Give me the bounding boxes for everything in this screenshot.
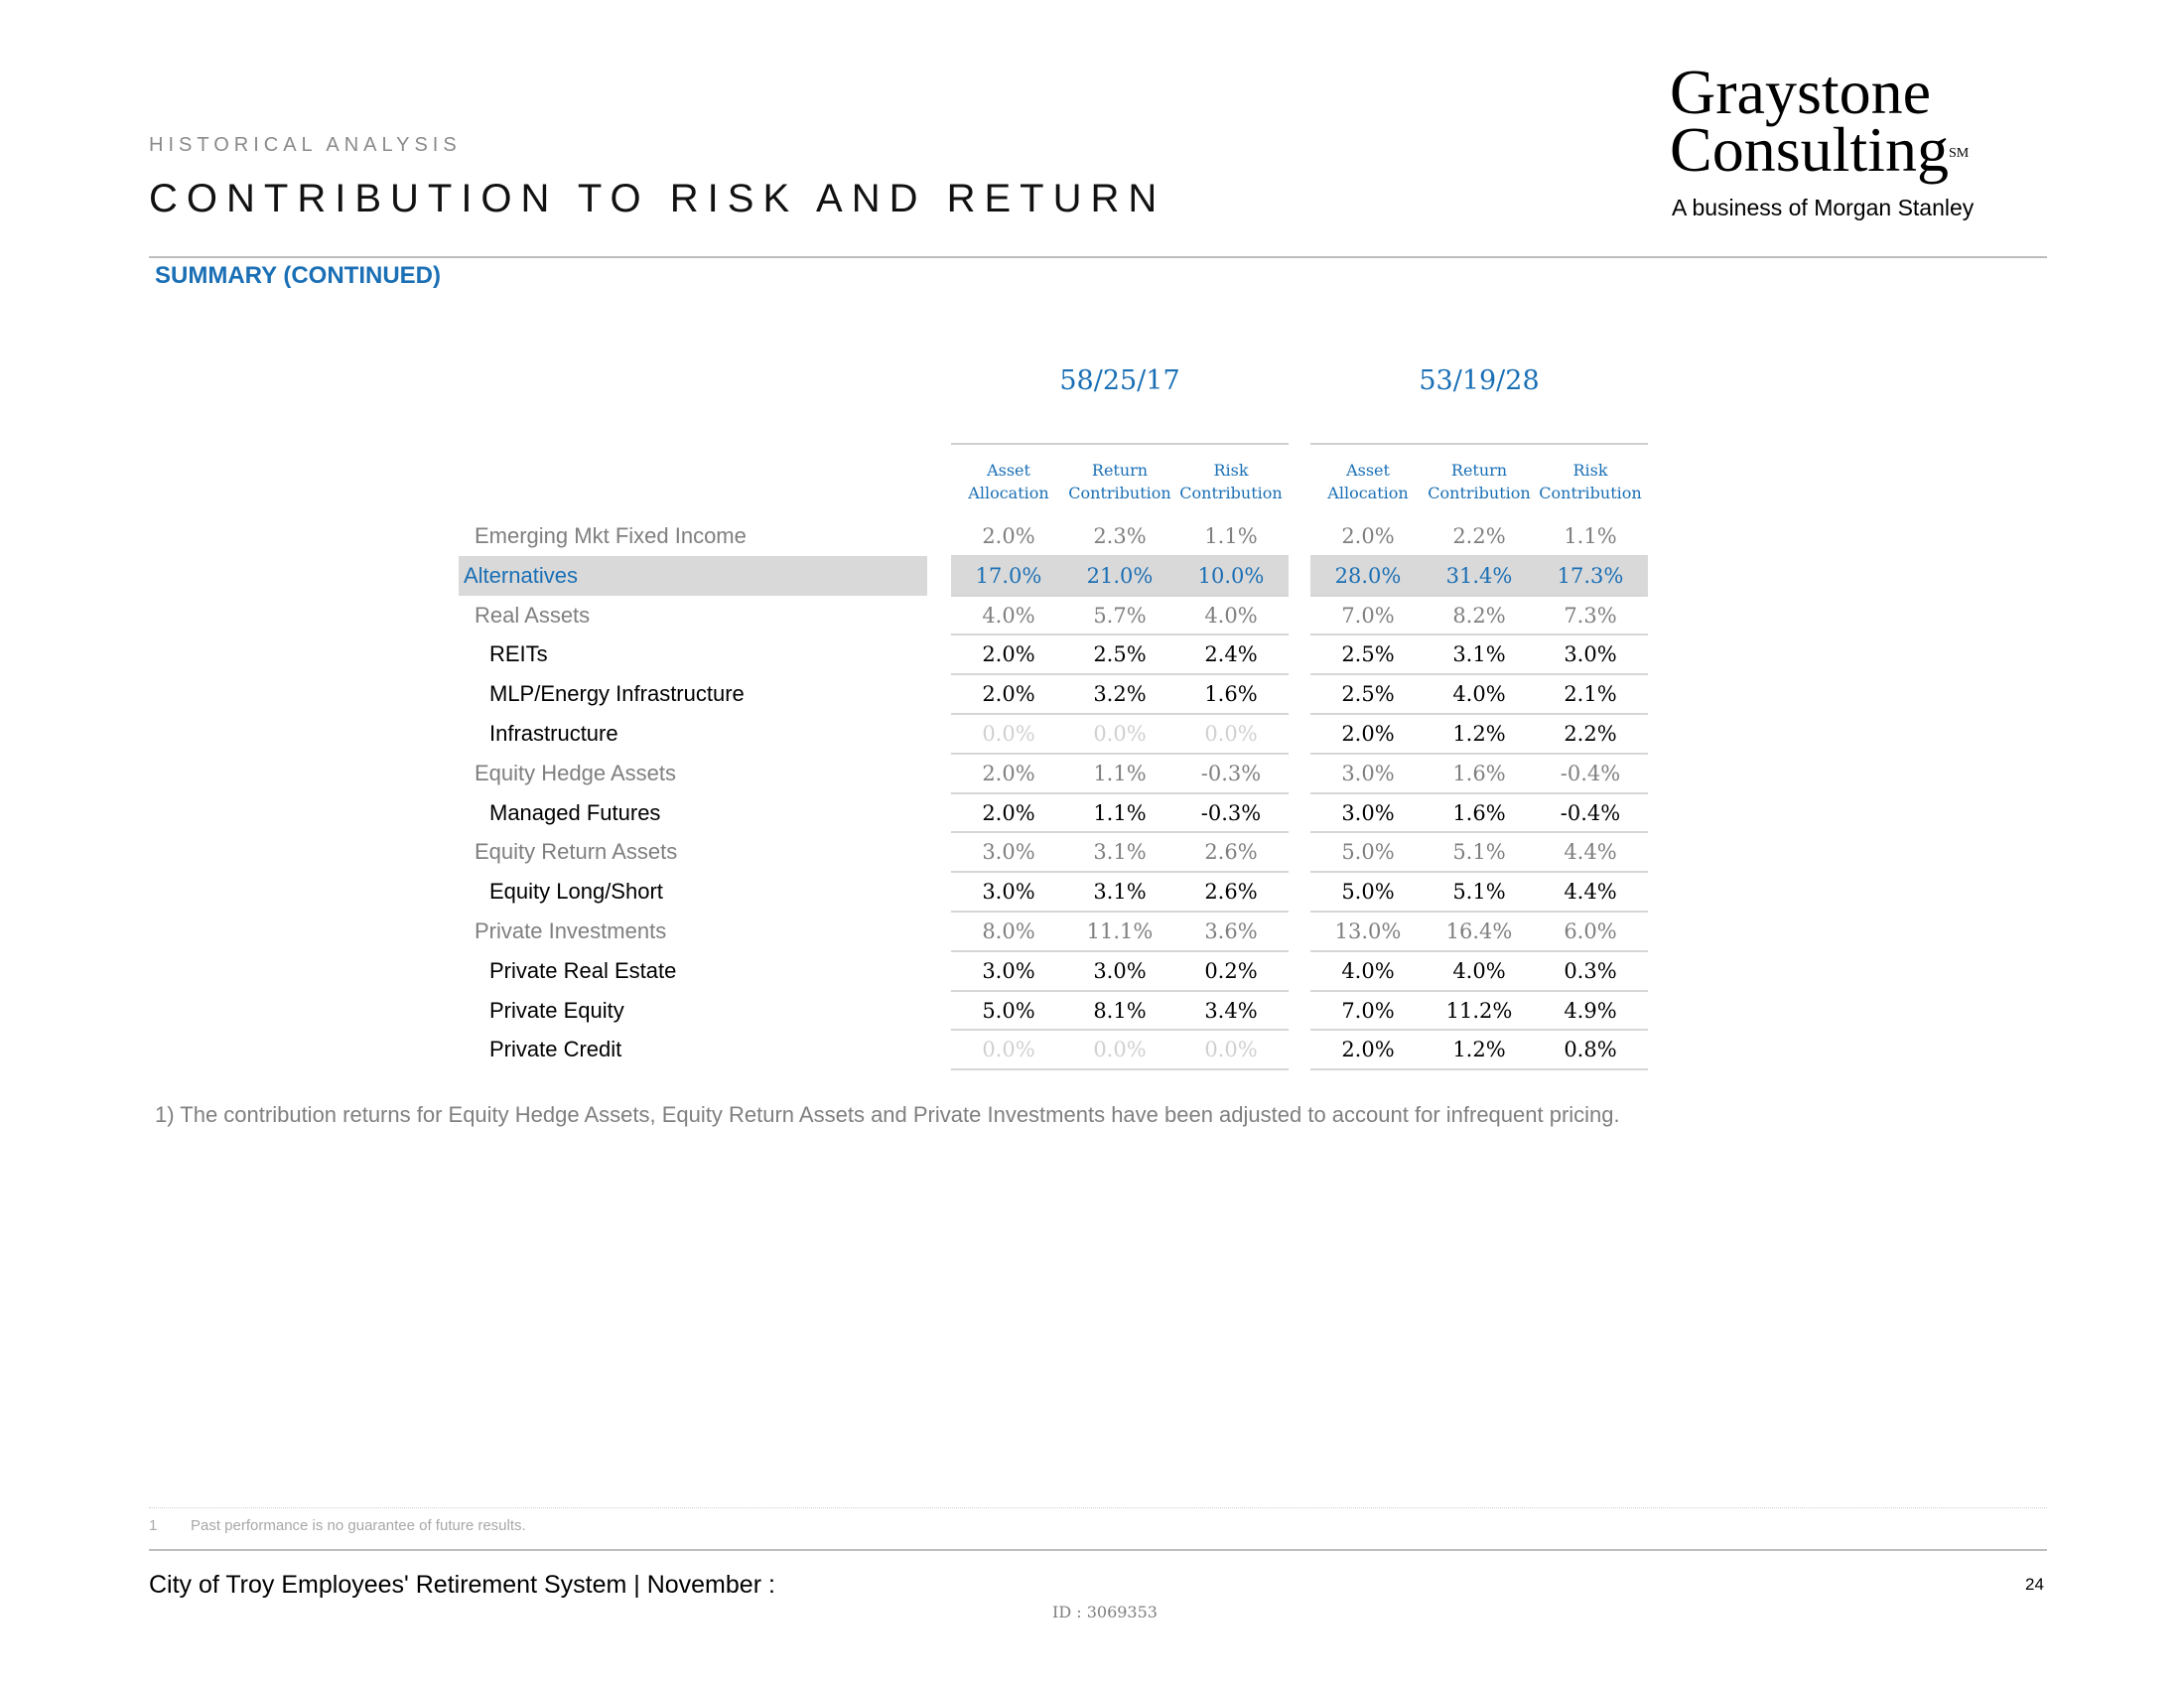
table-cell: 2.0%	[1341, 1038, 1395, 1062]
row-label: Emerging Mkt Fixed Income	[475, 523, 747, 548]
column-header: Asset Allocation	[1327, 461, 1409, 502]
table-cell: -0.3%	[1200, 800, 1262, 825]
disclaimer	[149, 1517, 526, 1534]
table-cell: 2.5%	[1093, 642, 1147, 667]
table-cell: 0.8%	[1564, 1038, 1617, 1062]
table-cell: 2.0%	[982, 524, 1035, 548]
row-label: Private Credit	[489, 1037, 622, 1062]
column-header: Risk Contribution	[1539, 461, 1642, 502]
table-cell: 0.0%	[982, 722, 1035, 746]
table-cell: 8.2%	[1452, 603, 1506, 628]
table-cell: 4.4%	[1564, 880, 1617, 905]
table-cell: 28.0%	[1334, 563, 1402, 588]
disclaimer-number: 1	[149, 1517, 158, 1534]
table-cell: 10.0%	[1197, 563, 1265, 588]
document-id: ID : 3069353	[1052, 1603, 1158, 1621]
logo-line-2-text: Consulting	[1670, 114, 1949, 185]
table-cell: 21.0%	[1086, 563, 1154, 588]
table-cell: 7.3%	[1564, 603, 1617, 628]
row-label: Private Real Estate	[489, 957, 677, 983]
column-header: Risk Contribution	[1179, 461, 1283, 502]
group-top-rule-1	[951, 443, 1289, 445]
table-cell: 1.2%	[1452, 1038, 1506, 1062]
table-cell: 3.1%	[1452, 642, 1506, 667]
table-cell: 1.1%	[1093, 800, 1147, 825]
table-cell: 2.5%	[1341, 642, 1395, 667]
row-divider	[1310, 1068, 1648, 1070]
row-label: Equity Return Assets	[475, 839, 678, 865]
table-cell: 2.2%	[1452, 524, 1506, 548]
table-cell: 8.1%	[1093, 998, 1147, 1023]
table-cell: 1.1%	[1564, 524, 1617, 548]
disclaimer-text: Past performance is no guarantee of future results.	[191, 1517, 526, 1534]
table-cell: 5.0%	[1341, 880, 1395, 905]
table-cell: 2.2%	[1564, 722, 1617, 746]
table-cell: 1.6%	[1204, 682, 1258, 707]
table-cell: 2.0%	[1341, 722, 1395, 746]
table-cell: 3.0%	[1341, 761, 1395, 785]
table-cell: 3.1%	[1093, 880, 1147, 905]
table-cell: 0.0%	[1204, 722, 1258, 746]
table-cell: 1.1%	[1204, 524, 1258, 548]
footer-divider	[149, 1549, 2047, 1551]
table-cell: 0.0%	[982, 1038, 1035, 1062]
table-cell: 2.4%	[1204, 642, 1258, 667]
table-cell: 5.1%	[1452, 840, 1506, 865]
table-cell: 3.2%	[1093, 682, 1147, 707]
table-cell: 17.3%	[1557, 563, 1624, 588]
column-header: Return Contribution	[1428, 461, 1531, 502]
table-cell: 0.0%	[1093, 722, 1147, 746]
table-cell: 3.1%	[1093, 840, 1147, 865]
table-cell: 2.5%	[1341, 682, 1395, 707]
row-label: Private Investments	[475, 918, 667, 943]
kicker-text: HISTORICAL ANALYSIS	[149, 134, 462, 156]
group-header-1: 58/25/17	[1059, 365, 1180, 396]
table-cell: 4.0%	[1452, 958, 1506, 983]
logo-line-1: Graystone	[1670, 57, 1932, 127]
table-cell: 3.0%	[982, 840, 1035, 865]
table-cell: 4.0%	[1204, 603, 1258, 628]
row-label: Equity Hedge Assets	[475, 760, 677, 785]
table-cell: 7.0%	[1341, 603, 1395, 628]
table-cell: 11.1%	[1086, 919, 1154, 943]
table-cell: 4.0%	[1341, 958, 1395, 983]
table-cell: 5.0%	[982, 998, 1035, 1023]
section-label: SUMMARY (CONTINUED)	[155, 262, 441, 289]
table-cell: 11.2%	[1445, 998, 1513, 1023]
table-cell: 4.0%	[982, 603, 1035, 628]
table-cell: 6.0%	[1564, 919, 1617, 943]
table-cell: 16.4%	[1445, 919, 1513, 943]
table-cell: 2.6%	[1204, 880, 1258, 905]
table-cell: 2.3%	[1093, 524, 1147, 548]
table-cell: 7.0%	[1341, 998, 1395, 1023]
table-cell: 0.0%	[1093, 1038, 1147, 1062]
column-header: Return Contribution	[1068, 461, 1171, 502]
table-cell: 3.0%	[982, 958, 1035, 983]
table-cell: 3.6%	[1204, 919, 1258, 943]
table-cell: 1.1%	[1093, 761, 1147, 785]
logo-service-mark: SM	[1948, 146, 1970, 161]
table-cell: 5.1%	[1452, 880, 1506, 905]
row-label: Managed Futures	[489, 799, 661, 825]
table-cell: 2.0%	[1341, 524, 1395, 548]
row-label: Private Equity	[489, 997, 624, 1023]
table-cell: 4.0%	[1452, 682, 1506, 707]
table-cell: 13.0%	[1334, 919, 1402, 943]
table-cell: 3.0%	[982, 880, 1035, 905]
table-cell: 0.3%	[1564, 958, 1617, 983]
table-cell: 2.0%	[982, 682, 1035, 707]
graystone-logo	[1670, 57, 1997, 221]
table-cell: 4.4%	[1564, 840, 1617, 865]
table-cell: -0.4%	[1560, 800, 1621, 825]
table-cell: 3.0%	[1093, 958, 1147, 983]
table-cell: -0.4%	[1560, 761, 1621, 785]
footer-text: City of Troy Employees' Retirement System | November :	[149, 1571, 775, 1599]
table-cell: 2.0%	[982, 761, 1035, 785]
column-header: Asset Allocation	[968, 461, 1049, 502]
table-cell: 1.2%	[1452, 722, 1506, 746]
group-header-2: 53/19/28	[1419, 365, 1540, 396]
table-cell: 2.1%	[1564, 682, 1617, 707]
page-number: 24	[2025, 1575, 2044, 1594]
table-cell: 3.0%	[1341, 800, 1395, 825]
table-cell: 4.9%	[1564, 998, 1617, 1023]
logo-line-2	[1670, 114, 1997, 185]
table-cell: 1.6%	[1452, 800, 1506, 825]
row-label: MLP/Energy Infrastructure	[489, 681, 745, 707]
table-cell: 1.6%	[1452, 761, 1506, 785]
table-cell: 5.0%	[1341, 840, 1395, 865]
row-label: Alternatives	[464, 562, 578, 588]
table-cell: 2.0%	[982, 800, 1035, 825]
table-cell: 31.4%	[1445, 563, 1513, 588]
header-divider	[149, 256, 2047, 258]
table-cell: 17.0%	[975, 563, 1042, 588]
table-cell: 3.0%	[1564, 642, 1617, 667]
table-cell: 2.6%	[1204, 840, 1258, 865]
table-cell: 0.0%	[1204, 1038, 1258, 1062]
footnote: 1) The contribution returns for Equity Hedge Assets, Equity Return Assets and Private Investments have been adjusted to account for infrequent pricing.	[155, 1102, 1620, 1127]
table-cell: 3.4%	[1204, 998, 1258, 1023]
row-divider	[951, 1068, 1289, 1070]
group-top-rule-2	[1310, 443, 1648, 445]
table-cell: 0.2%	[1204, 958, 1258, 983]
row-label: REITs	[489, 641, 548, 667]
table-cell: 5.7%	[1093, 603, 1147, 628]
disclaimer-divider	[149, 1507, 2047, 1508]
row-label: Real Assets	[475, 602, 591, 628]
table-cell: 2.0%	[982, 642, 1035, 667]
row-label: Infrastructure	[489, 721, 618, 746]
logo-tagline: A business of Morgan Stanley	[1672, 195, 1975, 220]
page-title: CONTRIBUTION TO RISK AND RETURN	[149, 177, 1166, 220]
row-label: Equity Long/Short	[489, 879, 663, 905]
table-cell: 8.0%	[982, 919, 1035, 943]
table-cell: -0.3%	[1200, 761, 1262, 785]
